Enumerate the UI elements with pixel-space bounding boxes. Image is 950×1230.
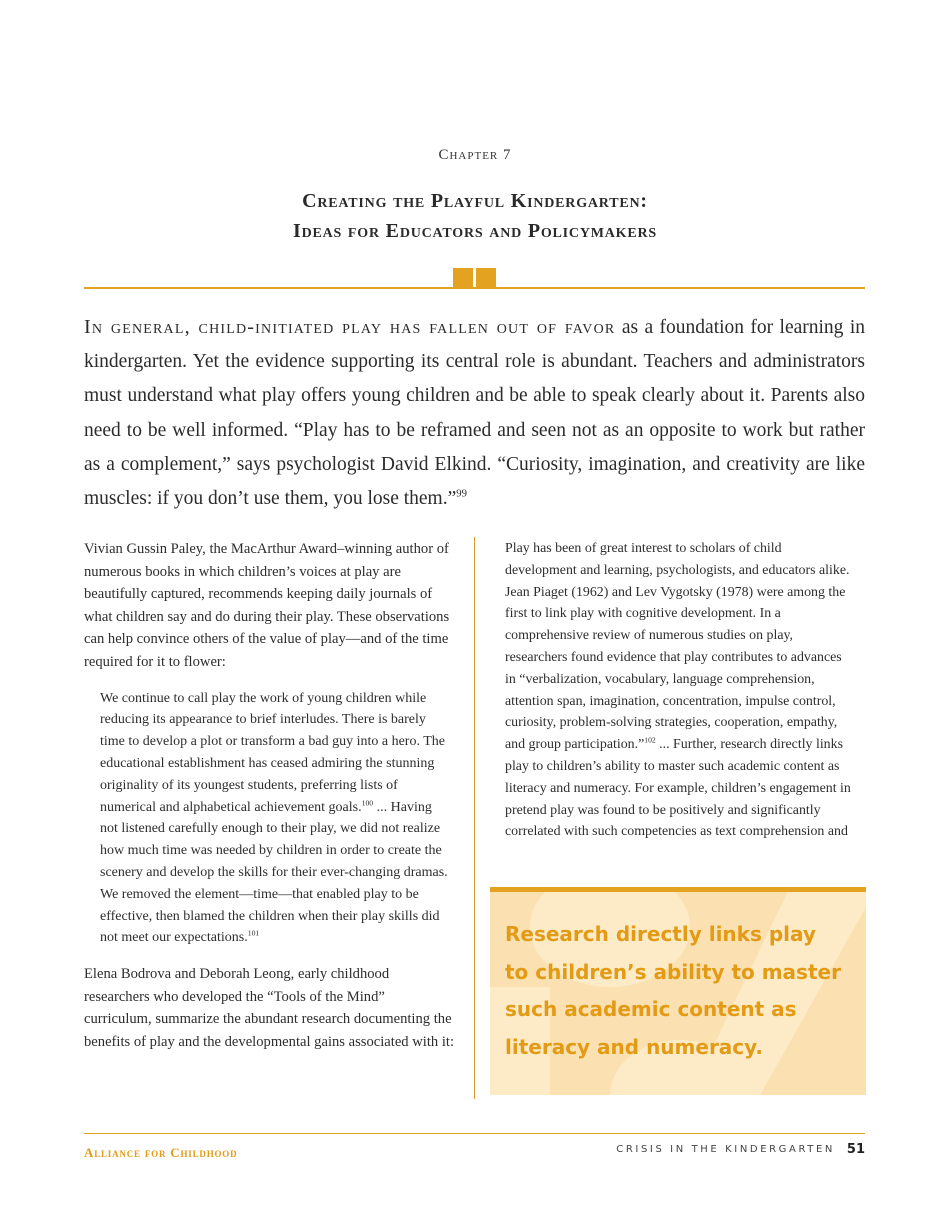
block-quote bbox=[100, 688, 448, 950]
lead-text: as a foundation for learning in kindergarten. Yet the evidence supporting its central role is abundant. Teachers and administrators must understand what play offers young children and be able to speak clearly about it. Parents also need to be well informed. “Play has to be reframed and seen not as an opposite to work but rather as a complement,” says psychologist David Elkind. “Curiosity, imagination, and creativity are like muscles: if you don’t use them, you lose them.” bbox=[84, 317, 865, 510]
header-divider bbox=[84, 287, 865, 289]
lead-small-caps: In general, child-initiated play has fallen out of favor bbox=[84, 316, 616, 338]
chapter-title bbox=[0, 186, 950, 246]
page-number: 51 bbox=[846, 1142, 865, 1157]
column-divider bbox=[474, 537, 475, 1099]
divider-block-right bbox=[476, 268, 496, 287]
divider-block-left bbox=[453, 268, 473, 287]
lead-paragraph bbox=[84, 310, 865, 516]
footer-running-title: CRISIS IN THE KINDERGARTEN bbox=[616, 1144, 835, 1155]
footnote-ref: 99 bbox=[456, 487, 467, 500]
left-paragraph-2: Elena Bodrova and Deborah Leong, early childhood researchers who developed the “Tools of the Mind” curriculum, summarize the abundant research documenting the benefits of play and the developmental gains associated with it: bbox=[84, 966, 455, 1050]
callout-text: Research directly links play to children’s ability to master such academic content as literacy and numeracy. bbox=[505, 922, 841, 1059]
left-paragraph-1: Vivian Gussin Paley, the MacArthur Award–winning author of numerous books in which children’s voices at play are beautifully captured, recommends keeping daily journals of what children say and do during their play. These observations can help convince others of the value of play—and of the time required for it to flower: bbox=[84, 541, 450, 670]
footer-publisher: Alliance for Childhood bbox=[84, 1145, 238, 1160]
right-text-a: Play has been of great interest to scholars of child development and learning, psychologists, and educators alike. Jean Piaget (1962) and Lev Vygotsky (1978) were among the first to link play with cognitive development. In a comprehensive review of numerous studies on play, researchers found evidence that play contributes to advances in “verbalization, vocabulary, language comprehension, attention span, imagination, concentration, impulse control, curiosity, problem-solving strategies, cooperation, empathy, and group participation.” bbox=[505, 541, 850, 753]
footnote-ref: 101 bbox=[247, 928, 260, 938]
chapter-title-line-1: Creating the Playful Kindergarten: bbox=[302, 190, 648, 212]
quote-text-a: We continue to call play the work of young children while reducing its appearance to brief interludes. There is barely time to develop a plot or transform a bad guy into a hero. The educational establishment has ceased admiring the stunning originality of its youngest students, preferring lists of numerical and alphabetical achievement goals. bbox=[100, 690, 445, 815]
callout-top-bar bbox=[490, 887, 866, 892]
right-text-b: ... Further, research directly links play to children’s ability to master such academic content as literacy and numeracy. For example, children’s engagement in pretend play was found to be positively and significantly correlated with such competencies as text comprehension and bbox=[505, 737, 851, 840]
left-column bbox=[84, 538, 456, 1054]
right-column bbox=[505, 538, 853, 843]
chapter-title-line-2: Ideas for Educators and Policymakers bbox=[293, 220, 657, 242]
right-paragraph bbox=[505, 538, 853, 843]
quote-text-b: ... Having not listened carefully enough to their play, we did not realize how much time was needed by children in order to create the scenery and develop the skills for their ever-changing dramas. We removed the element—time—that enabled play to be effective, then blamed the children when their play skills did not meet our expectations. bbox=[100, 799, 448, 946]
footnote-ref: 100 bbox=[361, 797, 374, 807]
chapter-label: Chapter 7 bbox=[438, 147, 512, 163]
footnote-ref: 102 bbox=[644, 735, 656, 745]
footer-divider bbox=[84, 1133, 865, 1134]
